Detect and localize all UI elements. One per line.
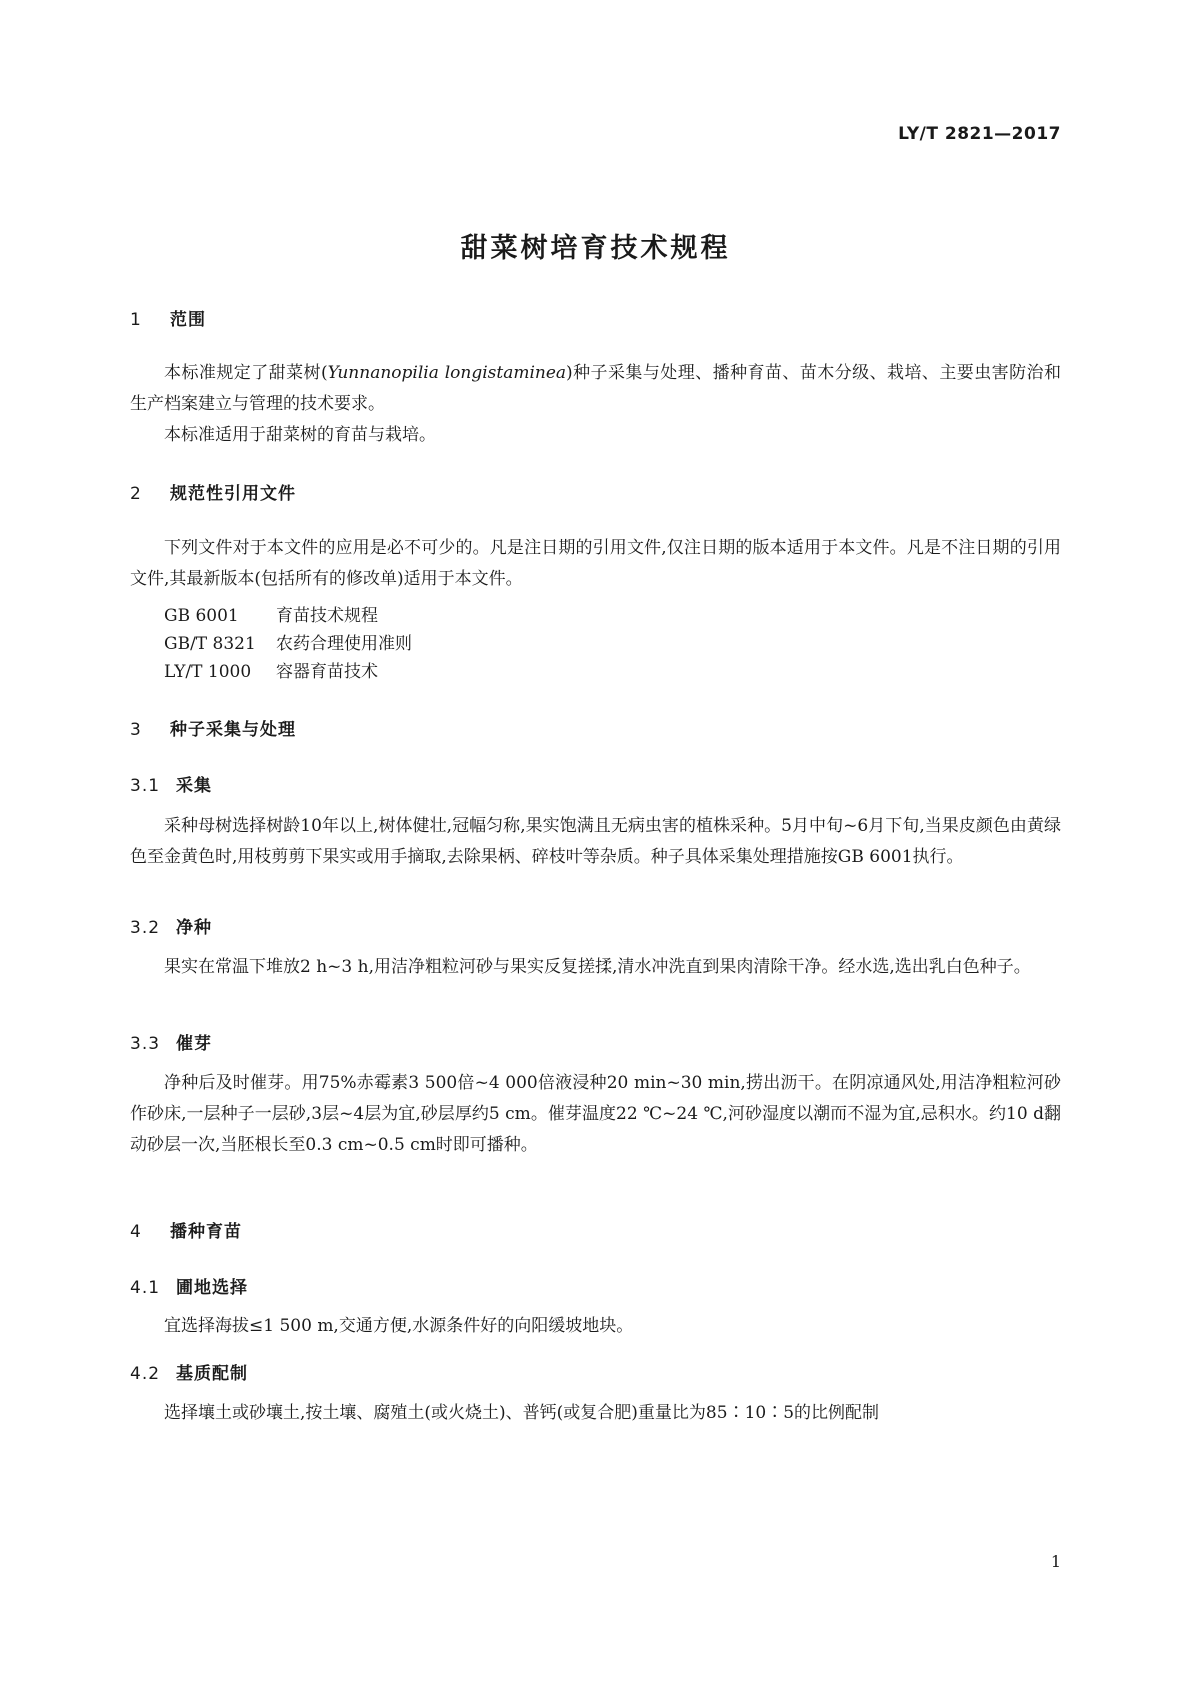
reference-name: 育苗技术规程 [276, 606, 378, 626]
section-1-paragraph-2: 本标准适用于甜菜树的育苗与栽培。 [164, 425, 436, 445]
section-4-1-paragraph: 宜选择海拔≤1 500 m,交通方便,水源条件好的向阳缓坡地块。 [164, 1316, 634, 1336]
section-number: 4.1 [130, 1278, 161, 1298]
section-number: 3.1 [130, 776, 161, 796]
section-title: 采集 [176, 776, 212, 796]
page-number: 1 [1050, 1552, 1061, 1571]
section-3-1-paragraph: 采种母树选择树龄10年以上,树体健壮,冠幅匀称,果实饱满且无病虫害的植株采种。5月中旬~6月下旬,当果皮颜色由黄绿色至金黄色时,用枝剪剪下果实或用手摘取,去除果柄、碎枝叶等杂质。种子具体采集处理措施按GB 6001执行。 [130, 816, 1061, 867]
section-2-heading [130, 479, 296, 504]
section-title: 催芽 [176, 1034, 212, 1054]
section-title: 播种育苗 [170, 1222, 242, 1242]
normative-reference-1 [164, 601, 378, 626]
reference-code: GB/T 8321 [164, 634, 256, 654]
text-run: 本标准规定了甜菜树( [164, 363, 328, 383]
section-number: 4.2 [130, 1364, 161, 1384]
section-2-paragraph-1: 下列文件对于本文件的应用是必不可少的。凡是注日期的引用文件,仅注日期的版本适用于本文件。凡是不注日期的引用文件,其最新版本(包括所有的修改单)适用于本文件。 [130, 538, 1061, 589]
section-title: 净种 [176, 918, 212, 938]
latin-name: Yunnanopilia longistaminea [327, 363, 567, 383]
section-1-heading [130, 305, 206, 330]
section-3-2-heading [130, 913, 212, 938]
normative-reference-2 [164, 629, 412, 654]
section-title: 基质配制 [176, 1364, 248, 1384]
section-3-1-heading [130, 771, 212, 796]
section-title: 圃地选择 [176, 1278, 248, 1298]
section-1-paragraph-1 [130, 358, 1061, 420]
section-3-3-paragraph: 净种后及时催芽。用75%赤霉素3 500倍~4 000倍液浸种20 min~30 min,捞出沥干。在阴凉通风处,用洁净粗粒河砂作砂床,一层种子一层砂,3层~4层为宜,砂层厚约5 cm。催芽温度22 ℃~24 ℃,河砂湿度以潮而不湿为宜,忌积水。约10 d翻动砂层一次,当胚根长至0.3 cm~0.5 cm时即可播种。 [130, 1073, 1061, 1155]
section-number: 3.2 [130, 918, 161, 938]
section-4-2-paragraph: 选择壤土或砂壤土,按土壤、腐殖土(或火烧土)、普钙(或复合肥)重量比为85∶10∶5的比例配制 [164, 1403, 880, 1423]
reference-code: GB 6001 [164, 606, 239, 626]
section-number: 3.3 [130, 1034, 161, 1054]
document-title: 甜菜树培育技术规程 [460, 233, 731, 264]
section-4-heading [130, 1217, 242, 1242]
section-3-heading [130, 715, 296, 740]
section-title: 种子采集与处理 [170, 720, 296, 740]
section-title: 规范性引用文件 [170, 484, 296, 504]
section-3-2-paragraph: 果实在常温下堆放2 h~3 h,用洁净粗粒河砂与果实反复搓揉,清水冲洗直到果肉清除干净。经水选,选出乳白色种子。 [164, 957, 1031, 977]
normative-reference-3 [164, 657, 378, 682]
section-number: 3 [130, 720, 142, 740]
reference-name: 容器育苗技术 [276, 662, 378, 682]
text-run: )种子采集与处理、播种育苗、苗木分级、栽培、主要虫害防治和生产档案建立与管理的技术要求。 [130, 363, 1061, 414]
section-title: 范围 [170, 310, 206, 330]
section-4-1-heading [130, 1273, 248, 1298]
reference-name: 农药合理使用准则 [276, 634, 412, 654]
reference-code: LY/T 1000 [164, 662, 252, 682]
standard-code: LY/T 2821—2017 [898, 124, 1061, 144]
section-number: 4 [130, 1222, 142, 1242]
section-number: 1 [130, 310, 142, 330]
section-4-2-heading [130, 1359, 248, 1384]
section-3-3-heading [130, 1029, 212, 1054]
section-number: 2 [130, 484, 142, 504]
